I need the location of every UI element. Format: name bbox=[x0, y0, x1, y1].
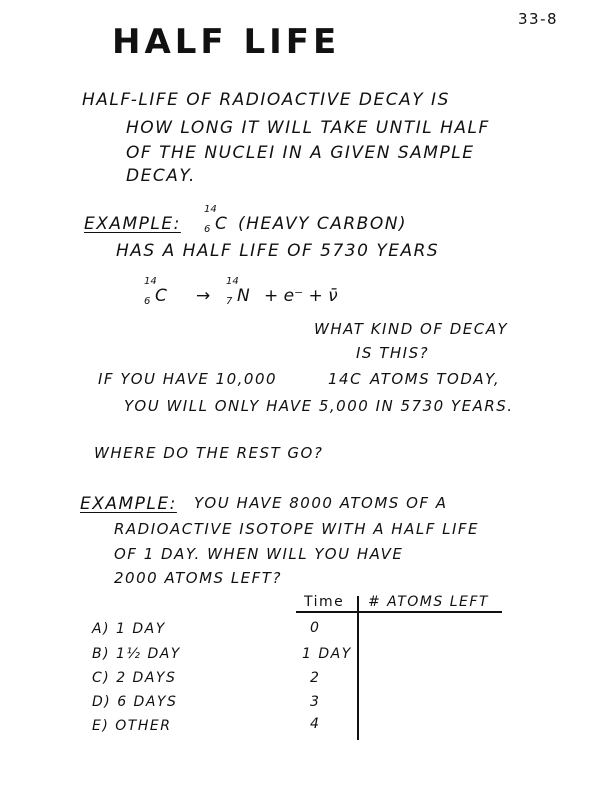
where-question: WHERE DO THE REST GO? bbox=[94, 444, 324, 462]
reaction-parent bbox=[144, 276, 167, 307]
problem-line: OF 1 DAY. WHEN WILL YOU HAVE bbox=[114, 545, 404, 563]
daughter-symbol: N bbox=[237, 286, 250, 306]
parent-mass-number: 14 bbox=[144, 276, 157, 287]
table-column-divider bbox=[357, 596, 359, 740]
problem-line: RADIOACTIVE ISOTOPE WITH A HALF LIFE bbox=[114, 520, 479, 538]
if-line-1a: IF YOU HAVE 10,000 bbox=[98, 370, 278, 388]
reaction-arrow: → bbox=[196, 286, 211, 306]
if-line-2: YOU WILL ONLY HAVE 5,000 IN 5730 YEARS. bbox=[124, 397, 514, 415]
reaction-daughter bbox=[226, 276, 250, 307]
table-cell-time: 3 bbox=[310, 694, 321, 710]
if-line-1-isotope: 14C bbox=[328, 370, 363, 388]
table-cell-time: 4 bbox=[310, 716, 321, 732]
problem-line: 2000 ATOMS LEFT? bbox=[114, 569, 282, 587]
example-2-label: EXAMPLE: bbox=[80, 494, 177, 514]
if-line-1b: ATOMS TODAY, bbox=[370, 370, 501, 388]
parent-atomic-number: 6 bbox=[144, 296, 151, 307]
isotope-mass-number: 14 bbox=[204, 204, 217, 215]
definition-line: HALF-LIFE OF RADIOACTIVE DECAY IS bbox=[82, 90, 450, 110]
half-life-line: HAS A HALF LIFE OF 5730 YEARS bbox=[116, 241, 440, 261]
parent-symbol: C bbox=[155, 286, 167, 306]
daughter-atomic-number: 7 bbox=[226, 296, 233, 307]
answer-option: B) 1½ DAY bbox=[92, 646, 181, 662]
problem-line: YOU HAVE 8000 ATOMS OF A bbox=[194, 494, 448, 512]
page-number: 33-8 bbox=[518, 10, 559, 28]
answer-option: C) 2 DAYS bbox=[92, 670, 177, 686]
isotope-symbol: C bbox=[215, 214, 227, 234]
table-header-atoms: # ATOMS LEFT bbox=[368, 594, 489, 610]
page-title: HALF LIFE bbox=[112, 22, 341, 62]
isotope-atomic-number: 6 bbox=[204, 224, 211, 235]
daughter-mass-number: 14 bbox=[226, 276, 239, 287]
table-cell-time: 1 DAY bbox=[302, 646, 352, 662]
decay-question: WHAT KIND OF DECAY bbox=[314, 320, 509, 338]
example-1-label: EXAMPLE: bbox=[84, 214, 181, 234]
decay-question: IS THIS? bbox=[356, 344, 430, 362]
answer-option: E) OTHER bbox=[92, 718, 172, 734]
reaction-products: + e⁻ + ν̄ bbox=[264, 286, 338, 306]
table-header-rule bbox=[296, 611, 502, 613]
example-1-isotope bbox=[204, 204, 227, 235]
answer-option: D) 6 DAYS bbox=[92, 694, 178, 710]
table-header-time: Time bbox=[304, 594, 345, 610]
definition-line: HOW LONG IT WILL TAKE UNTIL HALF bbox=[126, 118, 490, 138]
definition-line: DECAY. bbox=[126, 166, 196, 186]
isotope-note: (HEAVY CARBON) bbox=[238, 214, 408, 234]
definition-line: OF THE NUCLEI IN A GIVEN SAMPLE bbox=[126, 143, 475, 163]
answer-option: A) 1 DAY bbox=[92, 621, 166, 637]
table-cell-time: 0 bbox=[310, 620, 321, 636]
table-cell-time: 2 bbox=[310, 670, 321, 686]
